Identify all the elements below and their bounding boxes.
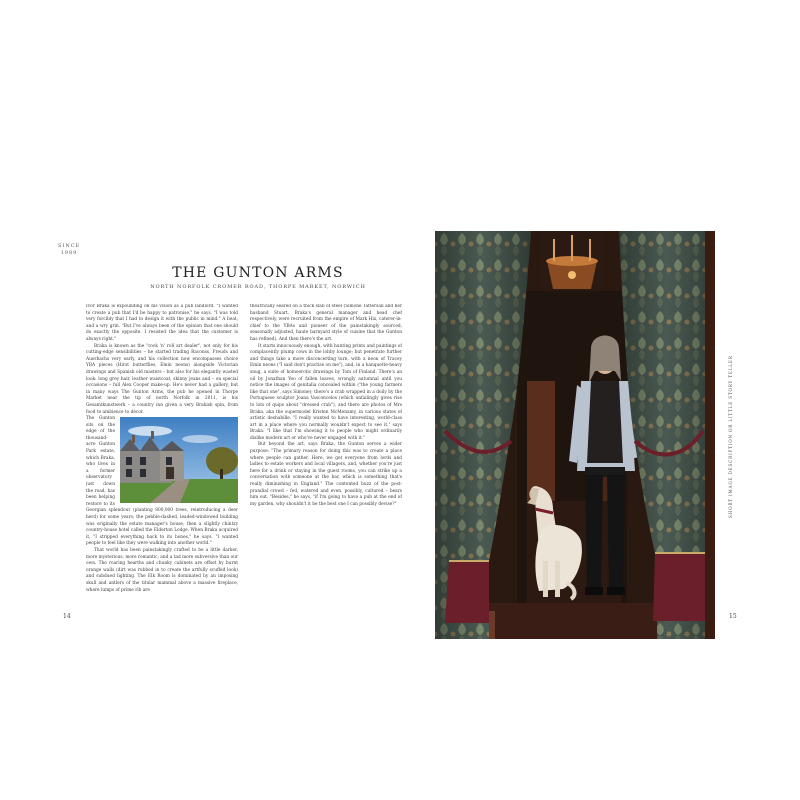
inline-photo-building <box>120 417 238 503</box>
portrait-photo <box>435 231 715 639</box>
paragraph: The Gunton sits on the edge of the thousand-acre Gunton Park estate, which Braka, who lives in a former observatory just down the road, has been helping restore to its Georgian splendour (planting 800,000 trees, reintroducing a deer herd) for some years; the pebble-dashed, leaded-windowed building was originally the estate manager's house, then a slightly chintzy country-house hotel called the Elderton Lodge. When Braka acquired it, "I stripped everything back to its bones," he says. "I wanted people to feel like they were walking into another world." <box>86 416 238 547</box>
paragraph: theatrically seared on a thick slab of steel (Simone Tattersall and her husband Stuart, Braka's general manager and head chef respectively, were recruited from the empire of Mark Hix, caterer-in-chief to the YBAs and pioneer of the painstakingly sourced, seasonally adjusted, haute barnyard style of cuisine that the Gunton has refined). And then there's the art. <box>250 304 402 342</box>
side-caption: SHORT IMAGE DESCRIPTION OR LITTLE STORY TELLER <box>728 355 733 519</box>
paragraph: Ivor Braka is expounding on his vision as a pub landlord. "I wanted to create a pub that I'd be happy to patronise," he says. "I was told very forcibly that I had to design it with the public in mind." A beat, and a wry grin. "But I've always been of the opinion that one should do exactly the opposite. I resisted the idea that the customer is always right." <box>86 304 238 342</box>
article-subtitle: NORTH NORFOLK CROMER ROAD, THORPE MARKET, NORWICH <box>150 284 366 290</box>
since-badge <box>58 243 80 257</box>
article-title: THE GUNTON ARMS <box>172 265 344 281</box>
page-number-right: 15 <box>729 613 737 620</box>
article-column-left <box>86 304 238 619</box>
page-number-left: 14 <box>63 613 71 620</box>
paragraph: Braka is known as the "rock 'n' roll art dealer", not only for his cutting-edge sensibilities – he started trading Baconss, Freuds and Auerbachs very early, and his collection now encompasses choice YBA pieces (Hirst butterflies, Emin neons) alongside Victorian drawings and Spanish old masters – but also for his elegantly wasted look: long grey hair, leather waistcoat, skinny jeans and – on special occasions – full Alex Cooper make-up. He's never had a gallery, but in many ways The Gunton Arms, the pub he opened in Thorpe Market near the tip of north Norfolk in 2011, is his Gesamtkunstwerk – a country inn given a very Brakish spin, from food to ambience to décor. <box>86 343 238 415</box>
paragraph: But beyond the art, says Braka, the Gunton serves a wider purpose: "The primary reason for doing this was to create a place where people can gather. Here, we get everyone from lords and ladies to estate workers and local villagers, and, whether you're just here for a drink or staying in the guest rooms, you can strike up a conversation with someone at the bar, which is something that's really diminishing in England." The contented buzz of the post-prandial crowd – fed, watered and even, possibly, cultured – bears him out. "Besides," he says, "if I'm going to have a pub at the end of my garden, why shouldn't it be the best one I can possibly devise?" <box>250 442 402 507</box>
since-year: 1989 <box>60 250 78 256</box>
paragraph: That world has been painstakingly crafted to be a little darker, more mysterious, more romantic, and a tad more subversive than our own. The roaring hearths and chunky cabinets are offset by burnt orange walls (dirt was rubbed in to create the artfully scuffed look) and subdued lighting. The Elk Room is dominated by an imposing skull and antlers of the titular mammal above a massive fireplace, where lumps of prime rib are <box>86 547 238 593</box>
article-column-right <box>250 304 402 619</box>
since-label: SINCE <box>58 243 81 249</box>
paragraph: It starts innocuously enough, with hunting prints and paintings of complacently plump cows in the lobby lounge; but penetrate further and things take a more disconcerting turn, with a neon of Tracey Emin neons ("I said don't practise on me"), and, in a banquette-heavy snug, a suite of homoerotic drawings by Tom of Finland. There's an oil by Jonathan Yeo of fallen leaves, wrongly autumnal until you notice the images of genitalia concealed within ("the young farmers like that one", says Simone); there's a crab wrapped in a doily by the Portuguese sculptor Joana Vasconcelos (which unfailingly gives rise to lots of quips about "dressed crab"), and there are photos of Mrs Braka, aka the supermodel Kristen McMenamy, in various states of artistic deshabille. "I really wanted to have interesting, world-class art in a place where you normally wouldn't expect to see it," says Braka. "I like that I'm showing it to people who might ordinarily dislike modern art or who've never engaged with it." <box>250 343 402 441</box>
